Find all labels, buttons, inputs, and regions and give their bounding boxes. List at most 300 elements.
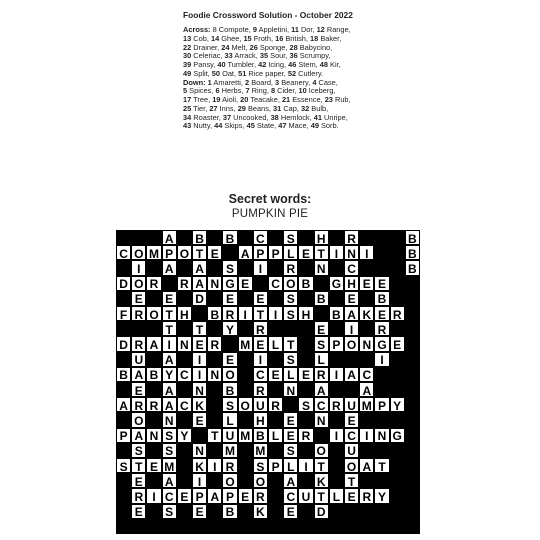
cell-letter: S — [301, 398, 310, 413]
grid-cell — [390, 428, 405, 443]
cell-letter: R — [225, 459, 235, 474]
grid-cell — [131, 428, 146, 443]
grid-cell — [344, 336, 359, 351]
clue-number: 42 — [258, 60, 267, 69]
cell-letter: O — [316, 444, 326, 459]
grid-cell — [192, 488, 207, 503]
cell-letter: I — [334, 246, 339, 261]
grid-cell — [131, 352, 146, 367]
grid-cell — [146, 458, 161, 473]
cell-letter: A — [195, 277, 204, 292]
cell-letter: R — [134, 307, 144, 322]
clue-answer: Baker, — [318, 33, 342, 43]
grid-cell — [253, 245, 268, 260]
cell-letter: R — [149, 277, 159, 292]
grid-cell — [162, 321, 177, 336]
grid-cell — [253, 473, 268, 488]
cell-letter: Y — [393, 398, 402, 413]
cell-letter: S — [165, 429, 174, 444]
cell-letter: E — [286, 413, 295, 428]
cell-letter: A — [195, 261, 204, 276]
grid-cell — [344, 397, 359, 412]
clue-answer: British, — [283, 33, 311, 43]
cell-letter: N — [180, 337, 189, 352]
cell-letter: B — [377, 292, 387, 307]
grid-cell — [314, 488, 329, 503]
clue-answer: Scrumpy, — [297, 51, 331, 61]
grid-cell — [253, 260, 268, 275]
grid-cell — [390, 336, 405, 351]
grid-cell — [253, 443, 268, 458]
grid-cell — [131, 336, 146, 351]
cell-letter: E — [286, 505, 295, 520]
secret-words-answer: PUMPKIN PIE — [231, 208, 309, 220]
cell-letter: P — [271, 459, 280, 474]
clue-number: 8 — [270, 86, 276, 96]
grid-cell — [162, 352, 177, 367]
cell-letter: B — [408, 246, 417, 261]
cell-letter: R — [332, 398, 341, 413]
cell-letter: O — [134, 246, 144, 261]
cell-letter: I — [258, 353, 263, 368]
cell-letter: C — [180, 368, 189, 383]
clue-answer: Roaster, — [191, 112, 223, 122]
cell-letter: N — [316, 413, 326, 428]
cell-letter: E — [256, 337, 265, 352]
cell-letter: S — [134, 444, 143, 459]
clue-answer: Beans, — [245, 103, 274, 113]
cell-letter: R — [316, 368, 326, 383]
grid-cell — [359, 245, 374, 260]
grid-cell — [253, 488, 268, 503]
clue-answer: Ring, — [249, 86, 271, 96]
cell-letter: U — [256, 398, 265, 413]
grid-cell — [268, 367, 283, 382]
grid-cell — [253, 306, 268, 321]
grid-cell — [177, 276, 192, 291]
cell-letter: A — [119, 398, 128, 413]
grid-cell — [162, 397, 177, 412]
cell-letter: H — [180, 307, 189, 322]
cell-letter: N — [210, 368, 220, 383]
cell-letter: T — [287, 337, 295, 352]
grid-cell — [359, 306, 374, 321]
cell-letter: E — [134, 383, 143, 398]
grid-cell — [146, 397, 161, 412]
cell-letter: H — [316, 231, 326, 246]
clue-number: 30 — [183, 51, 192, 61]
clue-number: Down: 1 — [183, 77, 212, 87]
grid-cell — [207, 488, 222, 503]
grid-cell — [162, 336, 177, 351]
cell-letter: T — [347, 474, 356, 489]
grid-cell — [177, 306, 192, 321]
grid-cell — [329, 428, 344, 443]
clue-answer: Amaretti, — [211, 77, 246, 87]
cell-letter: R — [210, 337, 220, 352]
grid-cell — [207, 336, 222, 351]
cell-letter: S — [317, 337, 326, 352]
cell-letter: C — [362, 368, 372, 383]
grid-cell — [253, 382, 268, 397]
grid-cell — [283, 230, 298, 245]
grid-cell — [359, 397, 374, 412]
grid-cell — [374, 306, 389, 321]
clue-number: 5 — [183, 86, 188, 96]
clue-list — [183, 26, 418, 131]
cell-letter: E — [195, 337, 204, 352]
grid-cell — [192, 458, 207, 473]
cell-letter: B — [408, 261, 417, 276]
cell-letter: N — [164, 413, 174, 428]
clue-number: 36 — [289, 51, 298, 61]
clue-answer: Drainer, — [191, 42, 222, 52]
grid-cell — [298, 458, 313, 473]
cell-letter: R — [301, 429, 311, 444]
clue-number: 13 — [183, 33, 192, 43]
grid-cell — [131, 382, 146, 397]
grid-cell — [116, 428, 131, 443]
cell-letter: O — [346, 337, 357, 352]
clue-number: 3 — [275, 77, 280, 87]
clue-answer: Split, — [191, 68, 212, 78]
grid-cell — [344, 488, 359, 503]
cell-letter: E — [225, 292, 234, 307]
clue-solutions — [183, 10, 418, 131]
cell-letter: A — [210, 489, 220, 504]
cell-letter: B — [149, 368, 159, 383]
cell-letter: T — [165, 307, 173, 322]
cell-letter: U — [134, 353, 144, 368]
cell-letter: C — [271, 277, 280, 292]
grid-cell — [359, 428, 374, 443]
cell-letter: B — [225, 505, 235, 520]
grid-cell — [314, 352, 329, 367]
grid-cell — [131, 458, 146, 473]
clue-number: 41 — [313, 112, 322, 122]
cell-letter: E — [134, 292, 143, 307]
grid-cell — [314, 230, 329, 245]
cell-letter: N — [286, 383, 296, 398]
cell-letter: K — [316, 474, 326, 489]
cell-letter: T — [256, 307, 265, 322]
grid-cell — [192, 412, 207, 427]
grid-cell — [253, 230, 268, 245]
clue-answer: Mace, — [286, 121, 311, 131]
grid-cell — [314, 473, 329, 488]
cell-letter: S — [165, 444, 174, 459]
grid-cell — [329, 276, 344, 291]
cell-letter: R — [377, 322, 387, 337]
grid-cell — [146, 367, 161, 382]
cell-letter: E — [134, 474, 143, 489]
cell-letter: N — [316, 261, 326, 276]
grid-cell — [162, 428, 177, 443]
grid-cell — [192, 260, 207, 275]
grid-cell — [222, 443, 237, 458]
grid-cell — [131, 397, 146, 412]
grid-cell — [329, 397, 344, 412]
grid-cell — [359, 382, 374, 397]
grid-cell — [207, 245, 222, 260]
cell-letter: M — [224, 444, 235, 459]
cell-letter: S — [286, 444, 295, 459]
clue-answer: Rice paper, — [246, 68, 288, 78]
cell-letter: M — [148, 246, 159, 261]
grid-cell — [207, 306, 222, 321]
cell-letter: E — [165, 292, 174, 307]
cell-letter: B — [408, 231, 417, 246]
cell-letter: G — [331, 277, 342, 292]
grid-cell — [222, 230, 237, 245]
clue-number: 38 — [270, 112, 279, 122]
grid-cell — [283, 276, 298, 291]
grid-cell — [131, 473, 146, 488]
cell-letter: E — [195, 413, 204, 428]
clue-number: 40 — [217, 60, 226, 69]
cell-letter: B — [195, 231, 204, 246]
grid-cell — [222, 306, 237, 321]
grid-cell — [314, 382, 329, 397]
grid-cell — [177, 488, 192, 503]
clue-answer: Sour, — [268, 51, 290, 61]
clue-answer: Case, — [316, 77, 338, 87]
grid-cell — [207, 367, 222, 382]
grid-cell — [162, 458, 177, 473]
grid-cell — [222, 291, 237, 306]
cell-letter: K — [256, 505, 265, 520]
cell-letter: O — [225, 474, 235, 489]
grid-cell — [283, 260, 298, 275]
cell-letter: E — [256, 292, 265, 307]
cell-letter: I — [152, 489, 156, 504]
grid-cell — [192, 397, 207, 412]
cell-letter: R — [134, 398, 144, 413]
clue-number: 33 — [224, 51, 233, 61]
grid-cell — [238, 397, 253, 412]
grid-cell — [359, 336, 374, 351]
clue-answer: Stem, — [296, 60, 320, 69]
cell-letter: S — [286, 307, 295, 322]
cell-letter: D — [119, 337, 128, 352]
clue-line — [183, 122, 418, 131]
clue-number: 48 — [319, 60, 328, 69]
grid-cell — [238, 306, 253, 321]
grid-cell — [283, 488, 298, 503]
grid-cell — [374, 321, 389, 336]
grid-cell — [298, 245, 313, 260]
clue-number: 51 — [238, 68, 247, 78]
grid-cell — [192, 352, 207, 367]
grid-cell — [116, 245, 131, 260]
grid-cell — [344, 412, 359, 427]
cell-letter: U — [347, 444, 356, 459]
grid-cell — [359, 488, 374, 503]
grid-cell — [131, 443, 146, 458]
grid-cell — [238, 488, 253, 503]
cell-letter: P — [332, 337, 341, 352]
cell-letter: A — [286, 474, 296, 489]
cell-letter: L — [287, 246, 295, 261]
cell-letter: C — [256, 368, 265, 383]
cell-letter: O — [346, 459, 357, 474]
grid-cell — [329, 336, 344, 351]
grid-cell — [131, 367, 146, 382]
cell-letter: I — [380, 353, 384, 368]
grid-cell — [359, 458, 374, 473]
cell-letter: O — [134, 413, 144, 428]
grid-cell — [222, 382, 237, 397]
grid-cell — [344, 306, 359, 321]
cell-letter: A — [134, 368, 144, 383]
cell-letter: L — [226, 413, 234, 428]
cell-letter: E — [180, 489, 189, 504]
clue-number: 18 — [310, 33, 319, 43]
clue-answer: Bulb, — [309, 103, 329, 113]
clue-answer: Melt, — [229, 42, 250, 52]
cell-letter: I — [365, 246, 369, 261]
clue-number: 45 — [246, 121, 255, 131]
cell-letter: N — [195, 444, 204, 459]
grid-cell — [344, 443, 359, 458]
clue-answer: Skips, — [222, 121, 247, 131]
grid-cell — [238, 276, 253, 291]
clue-number: 7 — [245, 86, 250, 96]
cell-letter: H — [347, 277, 356, 292]
grid-cell — [314, 458, 329, 473]
cell-letter: T — [195, 246, 204, 261]
clue-number: 46 — [288, 60, 297, 69]
clue-number: 34 — [183, 112, 192, 122]
grid-cell — [162, 367, 177, 382]
cell-letter: P — [225, 489, 234, 504]
grid-cell — [405, 260, 420, 275]
clue-answer: Rub, — [332, 95, 351, 104]
grid-cell — [222, 412, 237, 427]
grid-cell — [192, 367, 207, 382]
clue-number: 23 — [324, 95, 333, 104]
cell-letter: P — [119, 429, 128, 444]
grid-cell — [116, 306, 131, 321]
clue-number: 49 — [183, 68, 192, 78]
cell-letter: P — [195, 489, 204, 504]
clue-number: 50 — [211, 68, 221, 78]
grid-cell — [344, 458, 359, 473]
cell-letter: A — [164, 231, 174, 246]
cell-letter: P — [377, 398, 386, 413]
grid-cell — [314, 412, 329, 427]
grid-cell — [116, 276, 131, 291]
cell-letter: I — [197, 368, 202, 383]
cell-letter: B — [210, 307, 220, 322]
grid-cell — [131, 504, 146, 519]
cell-letter: I — [273, 307, 278, 322]
grid-cell — [314, 245, 329, 260]
cell-letter: B — [225, 383, 235, 398]
cell-letter: E — [149, 459, 158, 474]
cell-letter: U — [301, 489, 311, 504]
clue-answer: Sorb. — [318, 121, 339, 131]
cell-letter: A — [164, 353, 174, 368]
cell-letter: E — [347, 413, 356, 428]
cell-letter: I — [197, 474, 202, 489]
cell-letter: I — [258, 261, 263, 276]
cell-letter: Y — [180, 429, 189, 444]
cell-letter: Y — [377, 489, 386, 504]
clue-number: 47 — [278, 121, 287, 131]
cell-letter: E — [393, 337, 402, 352]
cell-letter: S — [225, 398, 234, 413]
cell-letter: A — [164, 261, 174, 276]
cell-letter: I — [334, 368, 339, 383]
cell-letter: L — [317, 353, 325, 368]
grid-cell — [192, 276, 207, 291]
grid-cell — [238, 245, 253, 260]
grid-cell — [268, 397, 283, 412]
grid-cell — [374, 458, 389, 473]
cell-letter: T — [165, 322, 173, 337]
cell-letter: C — [316, 398, 326, 413]
cell-letter: B — [301, 277, 311, 292]
grid-cell — [390, 397, 405, 412]
cell-letter: P — [271, 246, 280, 261]
cell-letter: R — [180, 277, 189, 292]
clue-answer: Ghee, — [219, 33, 244, 43]
cell-letter: R — [286, 261, 296, 276]
grid-cell — [222, 352, 237, 367]
cell-letter: E — [301, 246, 310, 261]
grid-cell — [177, 245, 192, 260]
clue-answer: Kir, — [327, 60, 341, 69]
grid-cell — [344, 291, 359, 306]
cell-letter: G — [377, 337, 387, 352]
clue-answer: Spices, — [187, 86, 216, 96]
grid-cell — [344, 276, 359, 291]
grid-cell — [222, 321, 237, 336]
grid-cell — [253, 397, 268, 412]
cell-letter: E — [362, 277, 371, 292]
clue-number: 32 — [301, 103, 310, 113]
grid-cell — [207, 428, 222, 443]
cell-letter: C — [347, 261, 356, 276]
cell-letter: I — [137, 261, 141, 276]
clue-number: 20 — [240, 95, 249, 104]
cell-letter: T — [135, 459, 143, 474]
grid-cell — [298, 306, 313, 321]
cell-letter: C — [286, 489, 296, 504]
clue-number: 44 — [214, 121, 223, 131]
cell-letter: D — [195, 292, 204, 307]
cell-letter: A — [134, 429, 144, 444]
grid-cell — [222, 488, 237, 503]
clue-answer: Babycino, — [297, 42, 333, 52]
clue-number: 25 — [183, 103, 192, 113]
cell-letter: A — [347, 307, 356, 322]
cell-letter: R — [271, 398, 280, 413]
clue-number: 37 — [222, 112, 232, 122]
clue-number: 24 — [221, 42, 230, 52]
grid-cell — [344, 367, 359, 382]
cell-letter: S — [256, 459, 265, 474]
cell-letter: N — [210, 277, 220, 292]
cell-letter: T — [211, 429, 219, 444]
clue-answer: Cutlery. — [296, 68, 324, 78]
grid-cell — [116, 397, 131, 412]
grid-cell — [374, 291, 389, 306]
grid-cell — [131, 488, 146, 503]
grid-cell — [253, 428, 268, 443]
grid-cell — [192, 504, 207, 519]
